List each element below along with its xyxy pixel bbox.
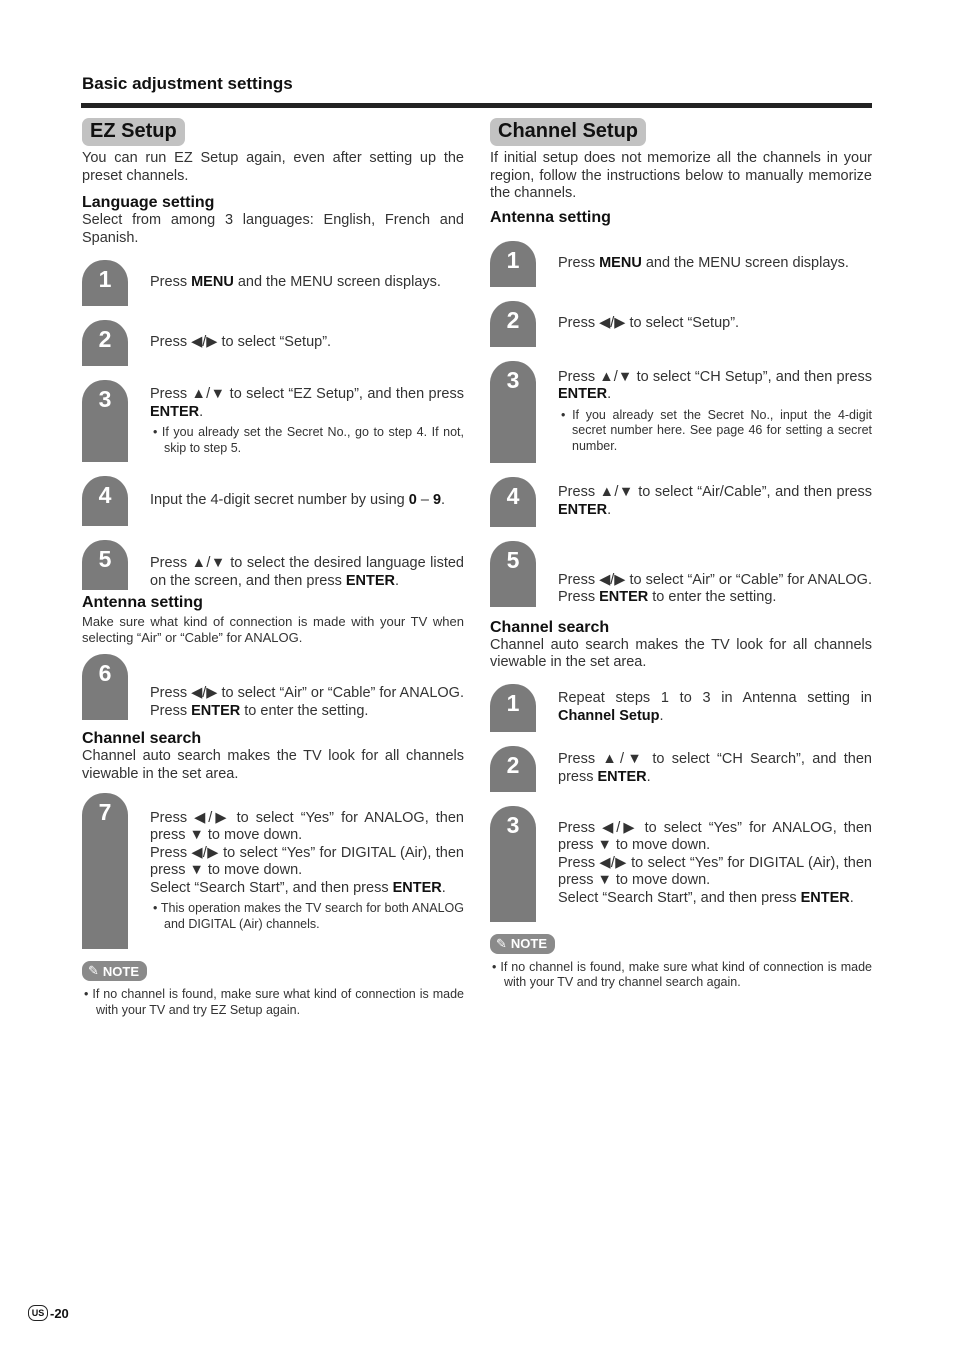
channel-search-heading: Channel search	[82, 730, 202, 747]
step-2	[490, 746, 872, 792]
antenna-setting-text: Make sure what kind of connection is made with your TV when selecting “Air” or “Cable” for ANALOG.	[82, 614, 464, 645]
header-rule	[81, 103, 872, 108]
language-setting-text: Select from among 3 languages: English, French and Spanish.	[82, 212, 464, 246]
page-number: -20	[50, 1305, 69, 1321]
step-text: Press ◀/▶ to select “Air” or “Cable” for ANALOG. Press ENTER to enter the setting.	[150, 685, 464, 719]
step-4	[490, 477, 872, 527]
step-number: 1	[490, 241, 536, 287]
step-number: 2	[490, 746, 536, 792]
channel-search-text: Channel auto search makes the TV look for all channels viewable in the set area.	[82, 748, 464, 782]
step-text: Press ◀/▶ to select “Yes” for ANALOG, then press ▼ to move down. Press ◀/▶ to select “Yes” for DIGITAL (Air), then press ▼ to move down. Select “Search Start”, and then press ENTER. • This operation makes the TV search for both ANALOG and DIGITAL (Air) channels.	[150, 809, 464, 931]
step-2	[490, 301, 872, 347]
note-badge: ✎ NOTE	[490, 934, 555, 954]
step-bullet: • This operation makes the TV search for both ANALOG and DIGITAL (Air) channels.	[153, 901, 464, 931]
note-badge: ✎ NOTE	[82, 961, 147, 981]
pencil-icon: ✎	[496, 935, 507, 951]
step-text: Press ◀/▶ to select “Air” or “Cable” for ANALOG. Press ENTER to enter the setting.	[558, 571, 872, 605]
page-header: Basic adjustment settings	[82, 74, 293, 93]
step-6	[82, 654, 464, 720]
ez-setup-intro: You can run EZ Setup again, even after setting up the preset channels.	[82, 150, 464, 184]
region-badge: US	[28, 1305, 48, 1321]
step-number: 4	[82, 476, 128, 526]
step-number: 3	[490, 361, 536, 463]
step-5	[82, 540, 464, 590]
step-number: 3	[490, 806, 536, 922]
note-text: • If no channel is found, make sure what kind of connection is made with your TV and try EZ Setup again.	[84, 987, 464, 1017]
step-number: 5	[490, 541, 536, 607]
step-text: Press ▲/▼ to select “CH Setup”, and then press ENTER. • If you already set the Secret No., input the 4-digit secret number here. See page 46 for setting a secret number.	[558, 368, 872, 453]
section-title-channel-setup: Channel Setup	[490, 118, 646, 146]
step-text: Press ◀/▶ to select “Yes” for ANALOG, then press ▼ to move down. Press ◀/▶ to select “Yes” for DIGITAL (Air), then press ▼ to move down. Select “Search Start”, and then press ENTER.	[558, 819, 872, 906]
step-3	[82, 380, 464, 462]
step-1	[490, 241, 872, 287]
step-5	[490, 541, 872, 607]
step-7	[82, 793, 464, 949]
step-number: 1	[82, 260, 128, 306]
language-setting-heading: Language setting	[82, 194, 215, 211]
step-text: Press ▲/▼ to select “Air/Cable”, and then press ENTER.	[558, 484, 872, 518]
step-4	[82, 476, 464, 526]
step-number: 4	[490, 477, 536, 527]
channel-setup-column	[490, 118, 872, 991]
step-3	[490, 361, 872, 463]
channel-search-text: Channel auto search makes the TV look for all channels viewable in the set area.	[490, 636, 872, 670]
step-number: 7	[82, 793, 128, 949]
step-2	[82, 320, 464, 366]
step-3	[490, 806, 872, 922]
channel-setup-intro: If initial setup does not memorize all the channels in your region, follow the instructions below to manually memorize the channels.	[490, 150, 872, 201]
step-text: Press ◀/▶ to select “Setup”.	[150, 334, 332, 351]
step-text: Press MENU and the MENU screen displays.	[150, 274, 441, 291]
channel-search-heading: Channel search	[490, 618, 610, 636]
section-title-ez-setup: EZ Setup	[82, 118, 185, 146]
antenna-setting-heading: Antenna setting	[490, 208, 611, 226]
step-text: Press ◀/▶ to select “Setup”.	[558, 314, 740, 331]
step-text: Input the 4-digit secret number by using 0 – 9.	[150, 492, 446, 509]
step-text: Press ▲/▼ to select “CH Search”, and then press ENTER.	[558, 751, 872, 785]
step-1	[490, 684, 872, 732]
step-number: 1	[490, 684, 536, 732]
note-text: • If no channel is found, make sure what kind of connection is made with your TV and try channel search again.	[492, 959, 872, 989]
step-1	[82, 260, 464, 306]
ez-setup-column	[82, 118, 464, 1018]
step-number: 6	[82, 654, 128, 720]
step-bullet: • If you already set the Secret No., go to step 4. If not, skip to step 5.	[153, 425, 464, 455]
step-number: 5	[82, 540, 128, 590]
step-text: Repeat steps 1 to 3 in Antenna setting in Channel Setup.	[558, 690, 872, 724]
step-number: 2	[82, 320, 128, 366]
step-text: Press ▲/▼ to select the desired language listed on the screen, and then press ENTER.	[150, 555, 464, 589]
step-text: Press MENU and the MENU screen displays.	[558, 254, 849, 271]
step-bullet: • If you already set the Secret No., input the 4-digit secret number here. See page 46 for setting a secret number.	[561, 407, 872, 453]
step-text: Press ▲/▼ to select “EZ Setup”, and then press ENTER. • If you already set the Secret No., go to step 4. If not, skip to step 5.	[150, 386, 464, 455]
page-footer	[28, 1305, 69, 1321]
step-number: 2	[490, 301, 536, 347]
pencil-icon: ✎	[88, 963, 99, 978]
step-number: 3	[82, 380, 128, 462]
antenna-setting-heading: Antenna setting	[82, 594, 203, 611]
